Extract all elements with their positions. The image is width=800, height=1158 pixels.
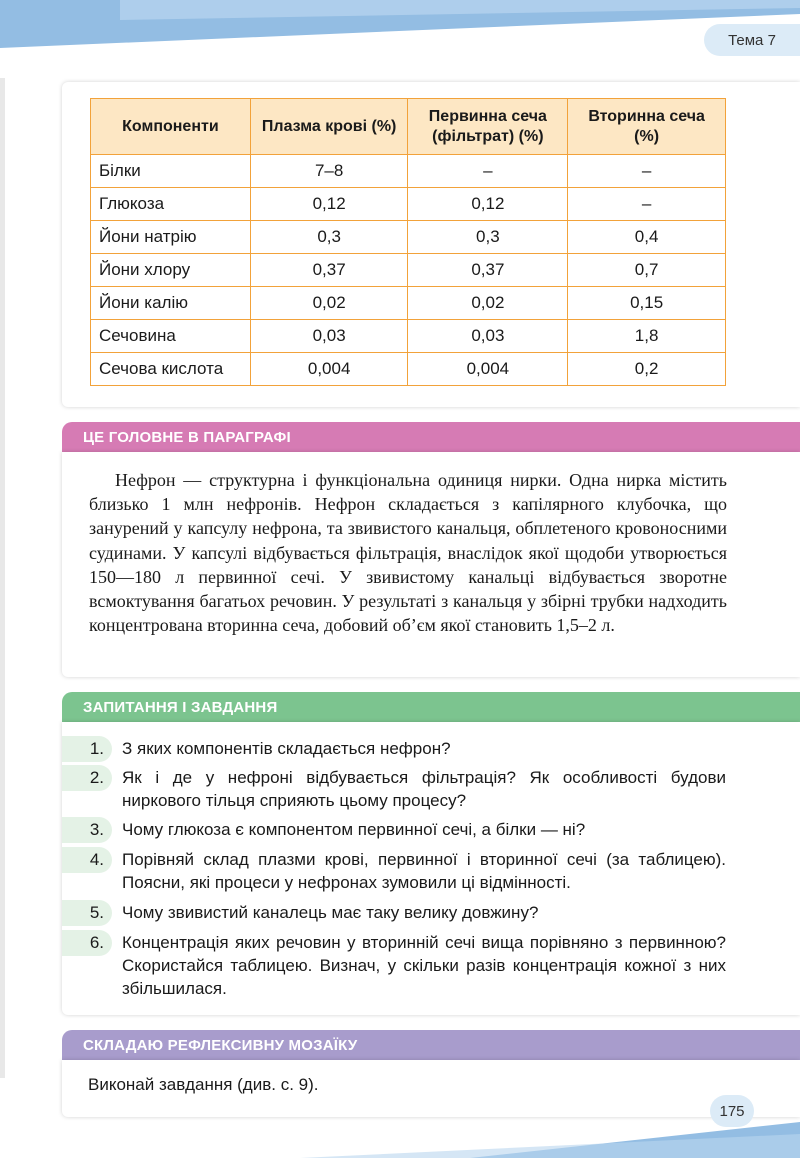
question-number: 6. xyxy=(62,930,112,956)
table-row xyxy=(91,155,726,188)
table-cell: Сечовина xyxy=(91,320,251,353)
table-cell: 0,12 xyxy=(408,188,568,221)
table-card xyxy=(62,82,800,407)
table-cell: 0,7 xyxy=(568,254,726,287)
question-text: Порівняй склад плазми крові, первинної і вторинної сечі (за таблицею). Поясни, які процеси у нефронах зумовили ці відмінності. xyxy=(122,850,726,892)
table-header-cell: Компоненти xyxy=(91,99,251,155)
summary-card xyxy=(62,452,800,677)
table-cell: 0,15 xyxy=(568,287,726,320)
summary-section-title: ЦЕ ГОЛОВНЕ В ПАРАГРАФІ xyxy=(62,422,800,452)
questions-card xyxy=(62,722,800,1015)
table-header-row xyxy=(91,99,726,155)
table-cell: 0,3 xyxy=(250,221,408,254)
table-cell: – xyxy=(568,188,726,221)
question-number: 5. xyxy=(62,900,112,926)
table-header-cell: Первинна сеча (фільтрат) (%) xyxy=(408,99,568,155)
table-header-cell: Вторинна сеча (%) xyxy=(568,99,726,155)
left-edge-decor xyxy=(0,78,5,1078)
table-cell: 7–8 xyxy=(250,155,408,188)
table-cell: 0,004 xyxy=(408,353,568,386)
reflexive-section-title: СКЛАДАЮ РЕФЛЕКСИВНУ МОЗАЇКУ xyxy=(62,1030,800,1060)
table-cell: Глюкоза xyxy=(91,188,251,221)
question-number: 3. xyxy=(62,817,112,843)
table-cell: Йони хлору xyxy=(91,254,251,287)
question-number: 4. xyxy=(62,847,112,873)
table-row xyxy=(91,254,726,287)
composition-table xyxy=(90,98,726,386)
table-cell: 1,8 xyxy=(568,320,726,353)
topic-label: Тема 7 xyxy=(704,24,800,56)
table-cell: 0,2 xyxy=(568,353,726,386)
table-row xyxy=(91,221,726,254)
table-cell: 0,02 xyxy=(408,287,568,320)
question-text: Чому глюкоза є компонентом первинної сечі, а білки — ні? xyxy=(122,820,586,839)
table-cell: Сечова кислота xyxy=(91,353,251,386)
page-number: 175 xyxy=(710,1095,754,1127)
table-cell: Йони калію xyxy=(91,287,251,320)
table-cell: 0,12 xyxy=(250,188,408,221)
reflexive-card xyxy=(62,1060,800,1117)
table-cell: 0,03 xyxy=(250,320,408,353)
table-cell: 0,3 xyxy=(408,221,568,254)
question-number: 2. xyxy=(62,765,112,791)
question-text: Концентрація яких речовин у вторинній сечі вища порівняно з первинною? Скористайся таблицею. Визнач, у скільки разів концентрація кожної з них збільшилася. xyxy=(122,933,726,998)
table-row xyxy=(91,320,726,353)
question-text: З яких компонентів складається нефрон? xyxy=(122,739,451,758)
table-cell: Білки xyxy=(91,155,251,188)
table-cell: 0,37 xyxy=(250,254,408,287)
top-decor-band xyxy=(0,0,800,62)
questions-section-title: ЗАПИТАННЯ І ЗАВДАННЯ xyxy=(62,692,800,722)
table-cell: – xyxy=(568,155,726,188)
question-text: Як і де у нефроні відбувається фільтрація? Як особливості будови ниркового тільця сприяють цьому процесу? xyxy=(122,768,726,810)
table-cell: 0,03 xyxy=(408,320,568,353)
question-number: 1. xyxy=(62,736,112,762)
bottom-decor-band xyxy=(0,1112,800,1158)
summary-body xyxy=(89,468,727,637)
table-cell: 0,004 xyxy=(250,353,408,386)
table-row xyxy=(91,287,726,320)
table-cell: 0,02 xyxy=(250,287,408,320)
table-row xyxy=(91,353,726,386)
reflexive-text: Виконай завдання (див. с. 9). xyxy=(88,1075,319,1094)
question-text: Чому звивистий каналець має таку велику довжину? xyxy=(122,903,539,922)
summary-paragraph: Нефрон — структурна і функціональна одиниця нирки. Одна нирка містить близько 1 млн нефронів. Нефрон складається з капілярного клубочка, що занурений у капсулу нефрона, та звивистого канальця, обплетеного кровоносними судинами. У капсулі відбувається фільтрація, внаслідок якої щодоби утворюється 150—180 л первинної сечі. У звивистому канальці відбувається зворотне всмоктування багатьох речовин. У результаті з канальця у збірні трубки надходить концентрована вторинна сеча, добовий об’єм якої становить 1,5–2 л. xyxy=(89,470,727,636)
table-cell: Йони натрію xyxy=(91,221,251,254)
table-cell: – xyxy=(408,155,568,188)
table-row xyxy=(91,188,726,221)
table-cell: 0,37 xyxy=(408,254,568,287)
table-header-cell: Плазма крові (%) xyxy=(250,99,408,155)
table-cell: 0,4 xyxy=(568,221,726,254)
